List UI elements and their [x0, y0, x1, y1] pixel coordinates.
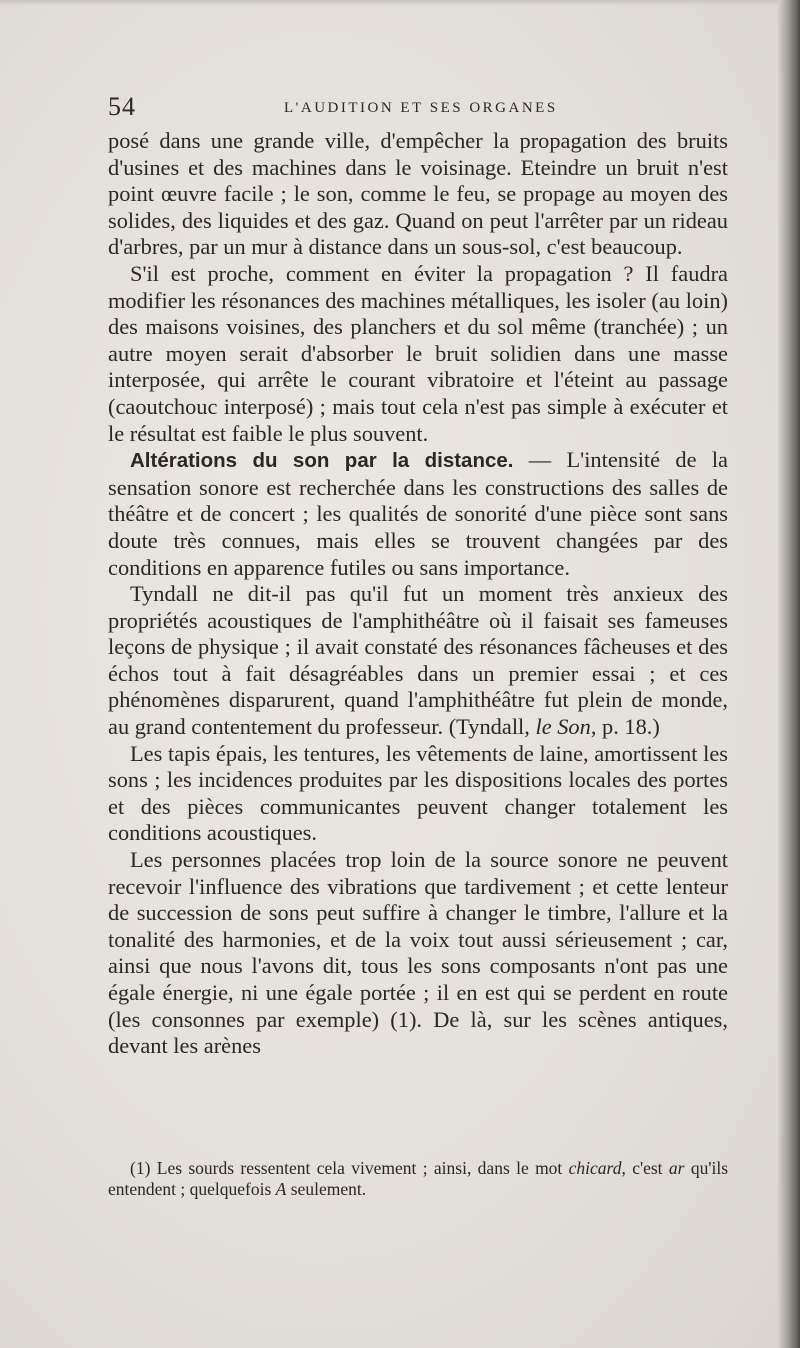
footnote-part-2: , c'est: [621, 1158, 669, 1178]
page-top-edge: [0, 0, 800, 6]
paragraph-4: [108, 581, 728, 741]
body-text: [108, 128, 728, 1060]
book-title: le Son: [535, 714, 591, 740]
paragraph-3: [108, 447, 728, 581]
paragraph-1: posé dans une grande ville, d'empêcher la propagation des bruits d'usines et des machines dans le voisinage. Eteindre un bruit n'est point œuvre facile ; le son, comme le feu, se propage au moyen des solides, des liquides et des gaz. Quand on peut l'arrêter par un rideau d'arbres, par un mur à distance dans un sous-sol, c'est beaucoup.: [108, 128, 728, 260]
paragraph-4-text: Tyndall ne dit-il pas qu'il fut un moment très anxieux des propriétés acoustiques de l'amphithéâtre où il faisait ses fameuses leçons de physique ; il avait constaté des résonances fâcheuses et des échos tout à fait désagréables dans un premier essai ; et ces phénomènes disparurent, quand l'amphithéâtre fut plein de monde, au grand contentement du professeur. (Tyndall,: [108, 581, 728, 740]
page-number: 54: [108, 92, 136, 121]
paragraph-3-text: — L'intensité de la sensation sonore est recherchée dans les constructions des salles de théâtre et de concert ; les qualités de sonorité d'une pièce sont sans doute très connues, mais elles se trouvent changées par des conditions en apparence futiles ou sans importance.: [108, 447, 728, 580]
footnote-italic-2: ar: [668, 1158, 685, 1178]
paragraph-6: Les personnes placées trop loin de la source sonore ne peuvent recevoir l'influence des vibrations que tardivement ; et cette lenteur de succession de sons peut suffire à changer le timbre, l'allure et la tonalité des harmonies, et de la voix tout aussi sérieusement ; car, ainsi que nous l'avons dit, tous les sons composants n'ont pas une égale énergie, ni une égale portée ; il en est qui se perdent en route (les consonnes par exemple) (1). De là, sur les scènes antiques, devant les arènes: [108, 847, 728, 1059]
page-header: [108, 92, 728, 122]
footnote: [108, 1158, 728, 1200]
page-binding-edge: [778, 0, 800, 1348]
footnote-italic-3: A: [275, 1179, 287, 1199]
paragraph-2: S'il est proche, comment en éviter la propagation ? Il faudra modifier les résonances des machines métalliques, les isoler (au loin) des maisons voisines, des planchers et du sol même (tranchée) ; un autre moyen serait d'absorber le bruit solidien dans une masse interposée, qui arrête le courant vibratoire et l'éteint au passage (caoutchouc interposé) ; mais tout cela n'est pas simple à exécuter et le résultat est faible le plus souvent.: [108, 260, 728, 446]
paragraph-5: Les tapis épais, les tentures, les vêtements de laine, amortissent les sons ; les incidences produites par les dispositions locales des portes et des pièces communicantes peuvent changer totalement les conditions acoustiques.: [108, 740, 728, 846]
footnote-part-3: qu'ils entendent ; quelquefois: [108, 1158, 729, 1199]
footnote-part-4: seulement.: [286, 1179, 367, 1199]
footnote-text: [108, 1158, 728, 1200]
section-heading: Altérations du son par la distance.: [130, 449, 514, 473]
footnote-italic-1: chicard: [568, 1158, 622, 1178]
running-title: L'AUDITION ET SES ORGANES: [284, 100, 558, 116]
footnote-part-1: (1) Les sourds ressentent cela vivement ; ainsi, dans le mot: [130, 1158, 569, 1178]
paragraph-4-citation: , p. 18.): [590, 714, 660, 740]
